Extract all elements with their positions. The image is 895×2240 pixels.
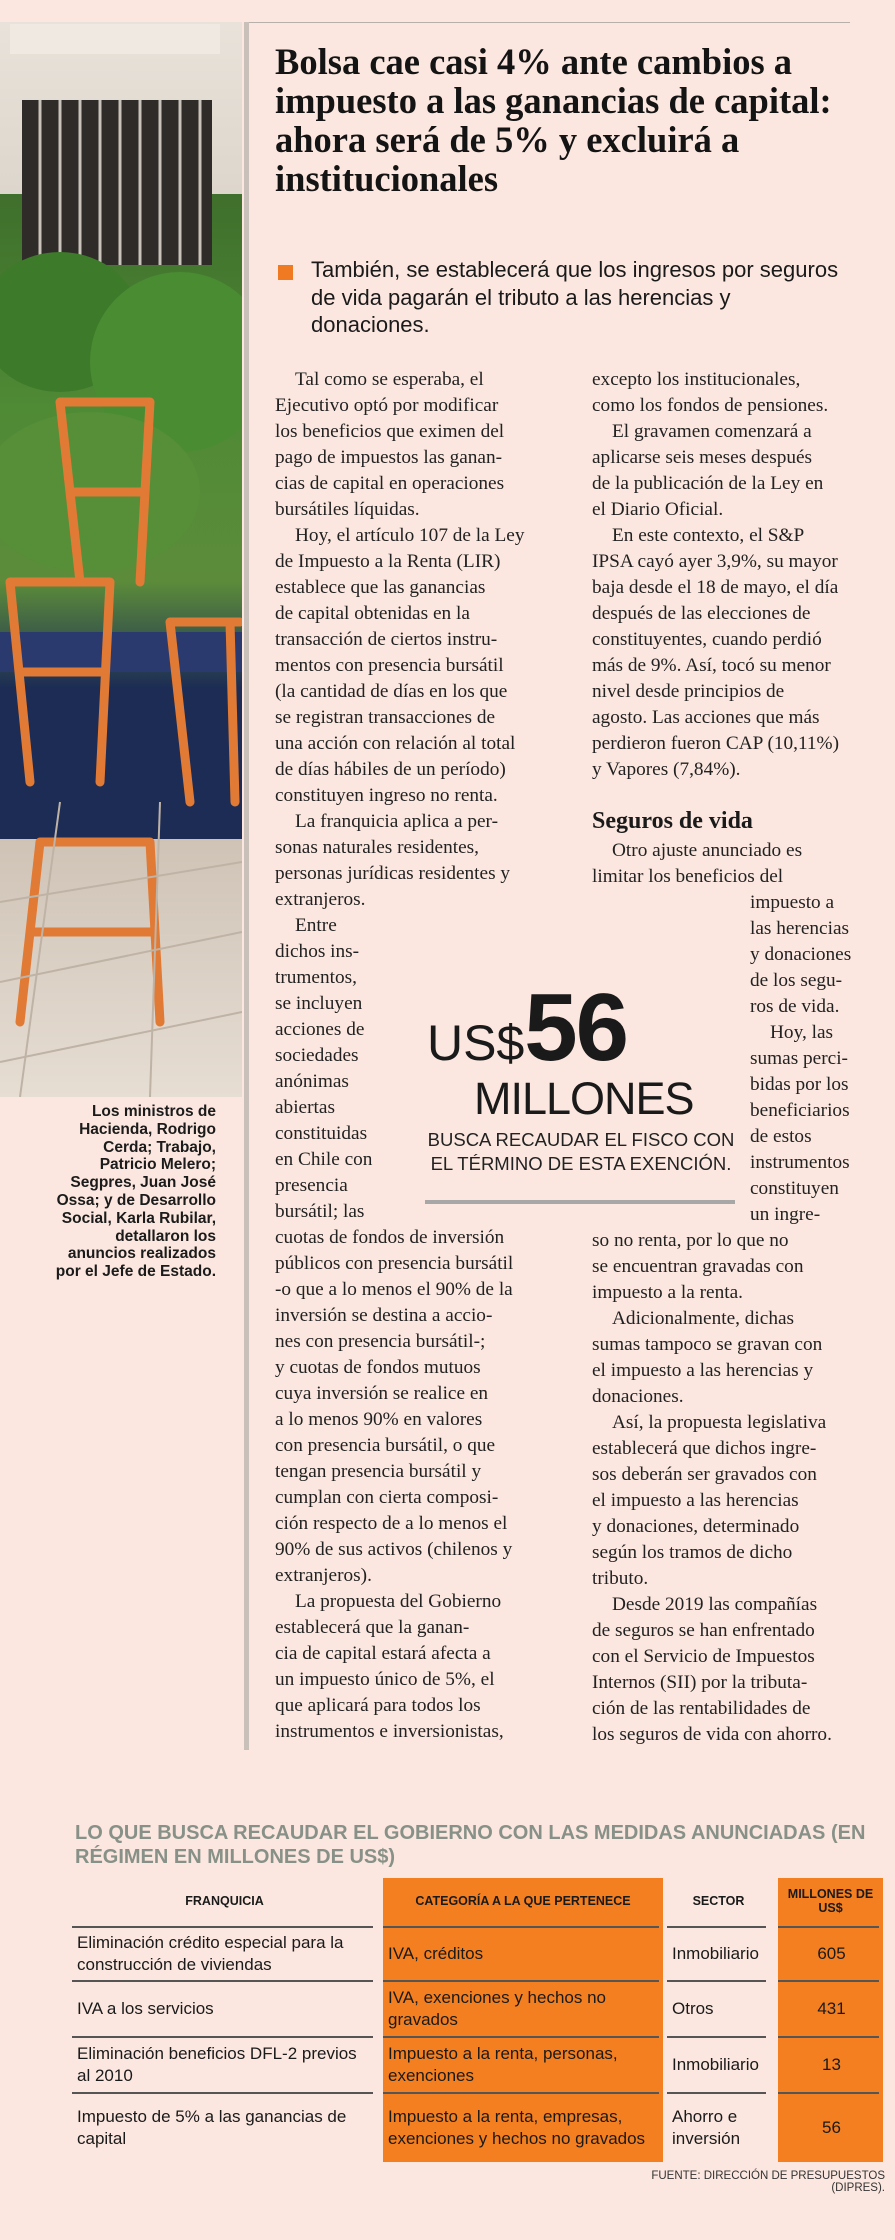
text-line: -o que a lo menos el 90% de la xyxy=(275,1279,513,1300)
text-line: pago de impuestos las ganan- xyxy=(275,447,503,468)
text-line: de estos xyxy=(750,1126,812,1147)
text-line: de capital obtenidas en la xyxy=(275,603,470,624)
text-line: que aplicará para todos los xyxy=(275,1695,481,1716)
text-line: perdieron fueron CAP (10,11%) xyxy=(592,733,840,754)
cover-photo xyxy=(0,22,242,1097)
text-line: La propuesta del Gobierno xyxy=(295,1591,502,1612)
text-line: extranjeros. xyxy=(275,889,366,910)
text-line: Tal como se esperaba, el xyxy=(295,369,484,390)
text-line: acciones de xyxy=(275,1019,365,1040)
subhead: También, se establecerá que los ingresos por seguros de vida pagarán el tributo a las herencias y donaciones. xyxy=(311,257,839,337)
text-line: Otro ajuste anunciado es xyxy=(612,840,803,861)
table-source: FUENTE: DIRECCIÓN DE PRESUPUESTOS (DIPRES). xyxy=(651,2170,885,2194)
text-line: 90% de sus activos (chilenos y xyxy=(275,1539,513,1560)
text-line: beneficiarios xyxy=(750,1100,850,1121)
text-line: Hoy, el artículo 107 de la Ley xyxy=(295,525,525,546)
text-line: de los segu- xyxy=(750,970,843,991)
text-line: y donaciones, determinado xyxy=(592,1516,800,1537)
row-divider xyxy=(667,2092,766,2094)
text-line: ción de las rentabilidades de xyxy=(592,1698,811,1719)
text-line: sonas naturales residentes, xyxy=(275,837,479,858)
text-line: las herencias xyxy=(750,918,850,939)
text-line: sumas tampoco se gravan con xyxy=(592,1334,823,1355)
text-line: bursátiles líquidas. xyxy=(275,499,420,520)
text-line: con el Servicio de Impuestos xyxy=(592,1646,815,1667)
text-line: públicos con presencia bursátil xyxy=(275,1253,514,1274)
text-line: establece que las ganancias xyxy=(275,577,486,598)
table-cell: 13 xyxy=(822,2055,841,2074)
highlight-number: 56 xyxy=(524,974,628,1081)
highlight-unit: MILLONES xyxy=(474,1073,694,1124)
row-divider xyxy=(667,2036,766,2038)
text-line: trumentos, xyxy=(275,967,357,988)
text-line: impuesto a la renta. xyxy=(592,1282,743,1303)
text-line: cia de capital estará afecta a xyxy=(275,1643,491,1664)
text-line: cias de capital en operaciones xyxy=(275,473,505,494)
text-line: Desde 2019 las compañías xyxy=(612,1594,818,1615)
highlight-currency: US$ xyxy=(427,1015,525,1071)
text-line: los beneficios que eximen del xyxy=(275,421,505,442)
row-divider xyxy=(72,2036,373,2038)
text-line: Ejecutivo optó por modificar xyxy=(275,395,499,416)
row-divider xyxy=(667,1980,766,1982)
column-divider xyxy=(244,22,249,1750)
row-divider xyxy=(383,1980,659,1982)
text-line: cuotas de fondos de inversión xyxy=(275,1227,505,1248)
table-title: LO QUE BUSCA RECAUDAR EL GOBIERNO CON LAS MEDIDAS ANUNCIADAS (EN RÉGIMEN EN MILLONES DE US$) xyxy=(75,1822,866,1868)
text-line: En este contexto, el S&P xyxy=(612,525,805,546)
text-line: Así, la propuesta legislativa xyxy=(612,1412,827,1433)
text-line: mentos con presencia bursátil xyxy=(275,655,504,676)
text-line: de seguros se han enfrentado xyxy=(592,1620,815,1641)
text-line: tengan presencia bursátil y xyxy=(275,1461,482,1482)
table-cell: Inmobiliario xyxy=(672,2055,759,2074)
text-line: (la cantidad de días en los que xyxy=(275,681,508,702)
table-cell: Inmobiliario xyxy=(672,1944,759,1963)
text-line: el impuesto a las herencias y xyxy=(592,1360,814,1381)
highlight-rule xyxy=(425,1200,735,1204)
row-divider xyxy=(778,2036,879,2038)
text-line: aplicarse seis meses después xyxy=(592,447,813,468)
row-divider xyxy=(72,1980,373,1982)
text-line: establecerá que dichos ingre- xyxy=(592,1438,817,1459)
table-cell: 431 xyxy=(817,1999,846,2018)
text-line: Internos (SII) por la tributa- xyxy=(592,1672,808,1693)
table-header: FRANQUICIA xyxy=(185,1894,264,1908)
text-line: Hoy, las xyxy=(770,1022,834,1043)
text-line: personas jurídicas residentes y xyxy=(275,863,511,884)
text-line: abiertas xyxy=(275,1097,335,1118)
table-cell: IVA, créditos xyxy=(388,1944,484,1963)
text-line: La franquicia aplica a per- xyxy=(295,811,499,832)
text-line: sumas perci- xyxy=(750,1048,848,1069)
text-line: constituyen ingreso no renta. xyxy=(275,785,498,806)
text-line: un impuesto único de 5%, el xyxy=(275,1669,495,1690)
table-cell: IVA a los servicios xyxy=(77,1999,214,2018)
text-line: después de las elecciones de xyxy=(592,603,811,624)
row-divider xyxy=(72,1926,373,1928)
text-line: se encuentran gravadas con xyxy=(592,1256,804,1277)
text-line: y cuotas de fondos mutuos xyxy=(275,1357,481,1378)
text-line: ros de vida. xyxy=(750,996,840,1017)
text-line: de Impuesto a la Renta (LIR) xyxy=(275,551,501,572)
text-line: so no renta, por lo que no xyxy=(592,1230,789,1251)
text-line: bursátil; las xyxy=(275,1201,365,1222)
text-line: excepto los institucionales, xyxy=(592,369,801,390)
bullet-square-icon xyxy=(278,265,293,280)
highlight-text: BUSCA RECAUDAR EL FISCO CON EL TÉRMINO DE ESTA EXENCIÓN. xyxy=(427,1129,735,1174)
text-line: tributo. xyxy=(592,1568,649,1589)
row-divider xyxy=(778,1926,879,1928)
section-heading: Seguros de vida xyxy=(592,808,753,834)
text-line: establecerá que la ganan- xyxy=(275,1617,470,1638)
text-line: en Chile con xyxy=(275,1149,373,1170)
text-line: limitar los beneficios del xyxy=(592,866,784,887)
text-line: bidas por los xyxy=(750,1074,849,1095)
text-line: los seguros de vida con ahorro. xyxy=(592,1724,832,1745)
text-line: instrumentos xyxy=(750,1152,850,1173)
row-divider xyxy=(72,2092,373,2094)
text-line: constituidas xyxy=(275,1123,368,1144)
table-cell: IVA, exenciones y hechos no gravados xyxy=(388,1988,606,2029)
text-line: ción respecto de a lo menos el xyxy=(275,1513,508,1534)
text-line: instrumentos e inversionistas, xyxy=(275,1721,504,1742)
text-line: a lo menos 90% en valores xyxy=(275,1409,483,1430)
table-header: SECTOR xyxy=(692,1894,745,1908)
text-line: baja desde el 18 de mayo, el día xyxy=(592,577,839,598)
text-line: IPSA cayó ayer 3,9%, su mayor xyxy=(592,551,838,572)
text-line: de la publicación de la Ley en xyxy=(592,473,824,494)
text-line: extranjeros). xyxy=(275,1565,372,1586)
text-line: con presencia bursátil, o que xyxy=(275,1435,496,1456)
table-cell: 56 xyxy=(822,2118,841,2137)
text-line: Adicionalmente, dichas xyxy=(612,1308,795,1329)
text-line: nes con presencia bursátil-; xyxy=(275,1331,486,1352)
text-line: según los tramos de dicho xyxy=(592,1542,793,1563)
table-cell: Eliminación beneficios DFL-2 previos al 2010 xyxy=(77,2044,357,2085)
text-line: nivel desde principios de xyxy=(592,681,785,702)
text-line: dichos ins- xyxy=(275,941,360,962)
text-line: inversión se destina a accio- xyxy=(275,1305,493,1326)
text-line: cuya inversión se realice en xyxy=(275,1383,489,1404)
headline: Bolsa cae casi 4% ante cambios a impuesto a las ganancias de capital: ahora será de 5% y excluirá a institucionales xyxy=(275,41,832,199)
text-line: donaciones. xyxy=(592,1386,684,1407)
photo-caption: Los ministros de Hacienda, Rodrigo Cerda; Trabajo, Patricio Melero; Segpres, Juan José Ossa; y de Desarrollo Social, Karla Rubilar, detallaron los anuncios realizados por el Jefe de Estado. xyxy=(55,1103,216,1281)
courtyard-photo-illustration xyxy=(0,22,242,1097)
text-line: y Vapores (7,84%). xyxy=(592,759,741,780)
table-cell: Impuesto a la renta, empresas, exenciones y hechos no gravados xyxy=(388,2107,646,2148)
text-line: anónimas xyxy=(275,1071,349,1092)
text-line: el Diario Oficial. xyxy=(592,499,724,520)
text-line: cumplan con cierta composi- xyxy=(275,1487,499,1508)
text-line: constituyen xyxy=(750,1178,839,1199)
text-line: más de 9%. Así, tocó su menor xyxy=(592,655,831,676)
text-line: se incluyen xyxy=(275,993,363,1014)
table-cell: Eliminación crédito especial para la construcción de viviendas xyxy=(77,1933,344,1974)
row-divider xyxy=(778,1980,879,1982)
text-line: presencia xyxy=(275,1175,348,1196)
text-line: sociedades xyxy=(275,1045,359,1066)
text-line: y donaciones xyxy=(750,944,852,965)
table-header: MILLONES DE US$ xyxy=(787,1887,874,1915)
text-line: se registran transacciones de xyxy=(275,707,496,728)
text-line: sos deberán ser gravados con xyxy=(592,1464,817,1485)
text-line: agosto. Las acciones que más xyxy=(592,707,820,728)
row-divider xyxy=(383,1926,659,1928)
text-line: el impuesto a las herencias xyxy=(592,1490,799,1511)
table-cell: Otros xyxy=(672,1999,714,2018)
table-cell: Ahorro e inversión xyxy=(672,2107,741,2148)
text-line: Entre xyxy=(295,915,337,936)
row-divider xyxy=(383,2036,659,2038)
text-line: de días hábiles de un período) xyxy=(275,759,506,780)
table-cell: Impuesto a la renta, personas, exenciones xyxy=(388,2044,618,2085)
table-cell: 605 xyxy=(817,1944,846,1963)
table-header: CATEGORÍA A LA QUE PERTENECE xyxy=(415,1894,631,1908)
row-divider xyxy=(667,1926,766,1928)
text-line: transacción de ciertos instru- xyxy=(275,629,498,650)
row-divider xyxy=(778,2092,879,2094)
text-line: impuesto a xyxy=(750,892,835,913)
text-line: constituyentes, cuando perdió xyxy=(592,629,822,650)
table-cell: Impuesto de 5% a las ganancias de capital xyxy=(77,2107,347,2148)
row-divider xyxy=(383,2092,659,2094)
text-line: como los fondos de pensiones. xyxy=(592,395,829,416)
top-rule xyxy=(249,22,850,23)
text-line: El gravamen comenzará a xyxy=(612,421,812,442)
text-line: un ingre- xyxy=(750,1204,821,1225)
text-line: una acción con relación al total xyxy=(275,733,516,754)
